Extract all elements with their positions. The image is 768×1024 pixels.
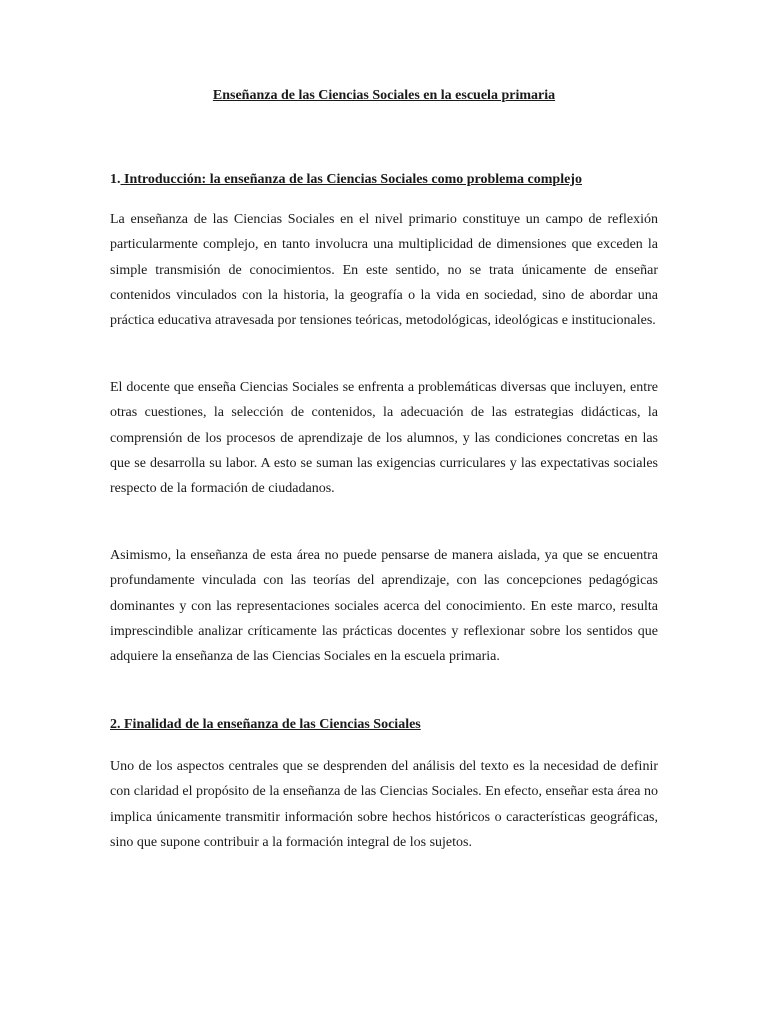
document-title: Enseñanza de las Ciencias Sociales en la escuela primaria [212, 88, 556, 103]
section-2-paragraph-1: Uno de los aspectos centrales que se desprenden del análisis del texto es la necesidad de definir con claridad el propósito de la enseñanza de las Ciencias Sociales. En efecto, enseñar esta área no implica únicamente transmitir información sobre hechos históricos o características geográficas, sino que supone contribuir a la formación integral de los sujetos. [110, 759, 658, 850]
section-1-paragraph-1: La enseñanza de las Ciencias Sociales en el nivel primario constituye un campo de reflexión particularmente complejo, en tanto involucra una multiplicidad de dimensiones que exceden la simple transmisión de conocimientos. En este sentido, no se trata únicamente de enseñar contenidos vinculados con la historia, la geografía o la vida en sociedad, sino de abordar una práctica educativa atravesada por tensiones teóricas, metodológicas, ideológicas e institucionales. [110, 212, 658, 329]
section-2-heading-text: 2. Finalidad de la enseñanza de las Ciencias Sociales [110, 717, 421, 732]
section-1-heading-text: Introducción: la enseñanza de las Ciencias Sociales como problema complejo [120, 172, 582, 187]
section-1-paragraph-2: El docente que enseña Ciencias Sociales se enfrenta a problemáticas diversas que incluyen, entre otras cuestiones, la selección de contenidos, la adecuación de las estrategias didácticas, la comprensión de los procesos de aprendizaje de los alumnos, y las condiciones concretas en las que se desarrolla su labor. A esto se suman las exigencias curriculares y las expectativas sociales respecto de la formación de ciudadanos. [110, 380, 658, 497]
section-1-heading [110, 170, 658, 190]
section-1-number: 1. [110, 172, 121, 187]
section-1-paragraph-3: Asimismo, la enseñanza de esta área no puede pensarse de manera aislada, ya que se encuentra profundamente vinculada con las teorías del aprendizaje, con las concepciones pedagógicas dominantes y con las representaciones sociales acerca del conocimiento. En este marco, resulta imprescindible analizar críticamente las prácticas docentes y reflexionar sobre los sentidos que adquiere la enseñanza de las Ciencias Sociales en la escuela primaria. [110, 548, 658, 665]
section-2-heading [110, 715, 658, 735]
